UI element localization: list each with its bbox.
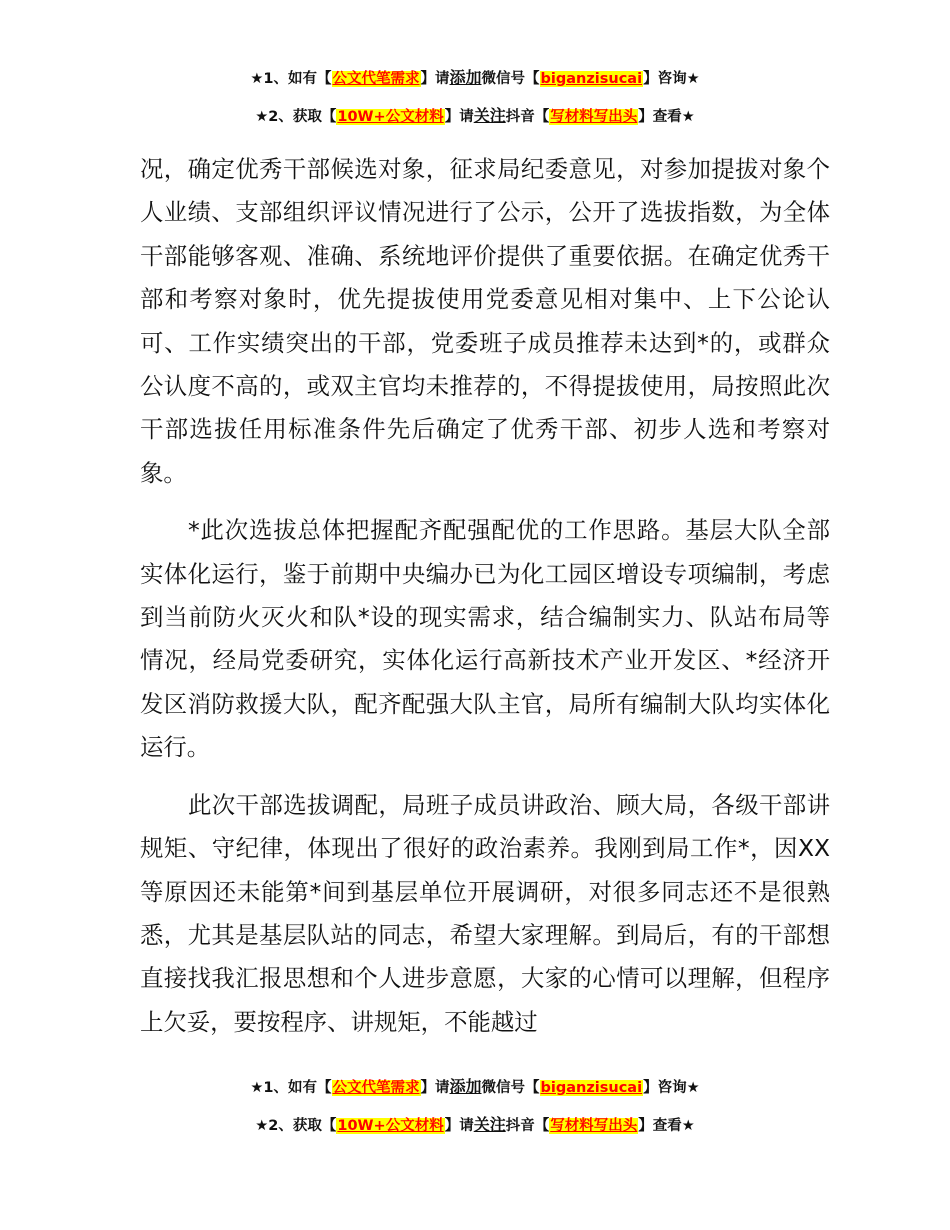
banner-emphasis: 关注 [473,1115,506,1134]
banner-emphasis: 添加 [449,68,482,87]
banner-text: 抖音【 [505,109,550,125]
banner-suffix: 】查看 [638,109,682,125]
banner-emphasis: 关注 [473,106,506,125]
banner-prefix: 1、如有【 [263,71,332,87]
star-icon: ★ [255,109,269,125]
star-icon: ★ [250,1080,264,1096]
banner-text: 微信号【 [481,71,540,87]
top-banner-line-2 [0,106,950,127]
banner-suffix: 】查看 [638,1118,682,1134]
star-icon: ★ [681,1118,695,1134]
wechat-id-highlight: biganzisucai [540,71,643,87]
wechat-id-highlight: biganzisucai [540,1080,643,1096]
banner-text: 】请 [420,71,450,87]
star-icon: ★ [255,1118,269,1134]
bottom-banner-line-2 [0,1115,950,1136]
banner-text: 抖音【 [505,1118,550,1134]
banner-prefix: 1、如有【 [263,1080,332,1096]
banner-text: 】请 [420,1080,450,1096]
banner-text: 】请 [444,1118,474,1134]
paragraph-3: 此次干部选拔调配，局班子成员讲政治、顾大局，各级干部讲规矩、守纪律，体现出了很好的政治素养。我刚到局工作*，因XX等原因还未能第*间到基层单位开展调研，对很多同志还不是很熟悉，尤其是基层队站的同志，希望大家理解。到局后，有的干部想直接找我汇报思想和个人进步意愿，大家的心情可以理解，但程序上欠妥，要按程序、讲规矩，不能越过 [140,790,830,1036]
banner-prefix: 2、获取【 [268,1118,337,1134]
banner-emphasis: 添加 [449,1077,482,1096]
banner-prefix: 2、获取【 [268,109,337,125]
banner-highlight: 公文代笔需求 [332,1080,420,1096]
banner-highlight: 10W+公文材料 [337,109,444,125]
banner-text: 微信号【 [481,1080,540,1096]
douyin-id-highlight: 写材料写出头 [550,1118,638,1134]
banner-highlight: 10W+公文材料 [337,1118,444,1134]
banner-text: 】请 [444,109,474,125]
banner-highlight: 公文代笔需求 [332,71,420,87]
douyin-id-highlight: 写材料写出头 [550,109,638,125]
document-body [140,148,830,1058]
star-icon: ★ [250,71,264,87]
star-icon: ★ [681,109,695,125]
paragraph-1: 况，确定优秀干部候选对象，征求局纪委意见，对参加提拔对象个人业绩、支部组织评议情况进行了公示，公开了选拔指数，为全体干部能够客观、准确、系统地评价提供了重要依据。在确定优秀干部和考察对象时，优先提拔使用党委意见相对集中、上下公论认可、工作实绩突出的干部，党委班子成员推荐未达到*的，或群众公认度不高的，或双主官均未推荐的，不得提拔使用，局按照此次干部选拔任用标准条件先后确定了优秀干部、初步人选和考察对象。 [140,155,830,487]
star-icon: ★ [686,1080,700,1096]
banner-suffix: 】咨询 [643,1080,687,1096]
banner-suffix: 】咨询 [643,71,687,87]
paragraph-2: *此次选拔总体把握配齐配强配优的工作思路。基层大队全部实体化运行，鉴于前期中央编办已为化工园区增设专项编制，考虑到当前防火灭火和队*设的现实需求，结合编制实力、队站布局等情况，经局党委研究，实体化运行高新技术产业开发区、*经济开发区消防救援大队，配齐配强大队主官，局所有编制大队均实体化运行。 [140,516,830,762]
star-icon: ★ [686,71,700,87]
top-banner-line-1 [0,68,950,89]
bottom-banner-line-1 [0,1077,950,1098]
